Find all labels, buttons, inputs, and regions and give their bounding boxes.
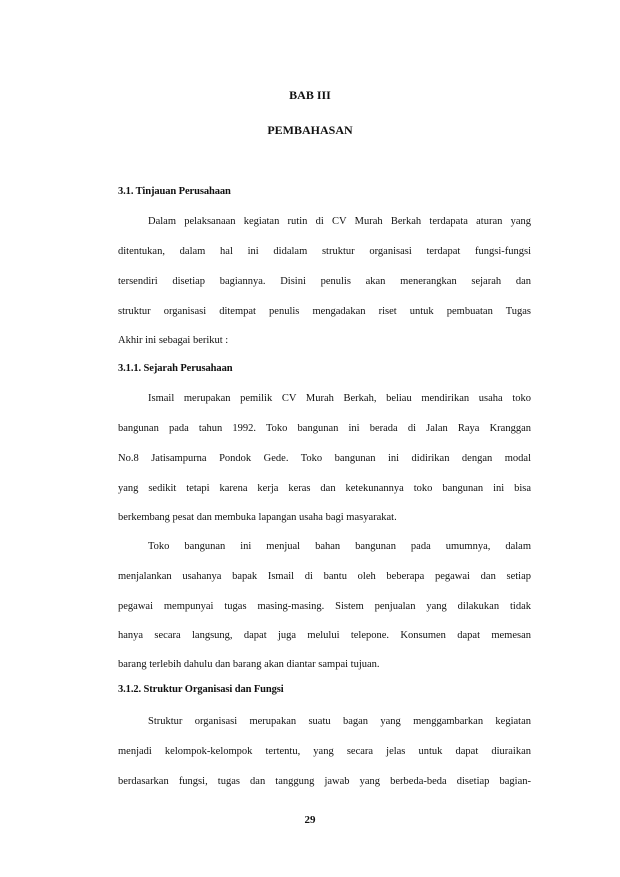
paragraph-line: struktur organisasi ditempat penulis mengadakan riset untuk pembuatan Tugas: [118, 306, 531, 317]
paragraph-line: pegawai mempunyai tugas masing-masing. Sistem penjualan yang dilakukan tidak: [118, 601, 531, 612]
paragraph-line: tersendiri disetiap bagiannya. Disini penulis akan menerangkan sejarah dan: [118, 276, 531, 287]
paragraph-line: hanya secara langsung, dapat juga melului telepone. Konsumen dapat memesan: [118, 630, 531, 641]
paragraph-line: yang sedikit tetapi karena kerja keras dan ketekunannya toko bangunan ini bisa: [118, 483, 531, 494]
section-heading-3-1-1: 3.1.1. Sejarah Perusahaan: [118, 363, 233, 374]
paragraph-line: No.8 Jatisampurna Pondok Gede. Toko bangunan ini didirikan dengan modal: [118, 453, 531, 464]
paragraph-line: Ismail merupakan pemilik CV Murah Berkah, beliau mendirikan usaha toko: [148, 393, 531, 404]
page-number: 29: [304, 814, 316, 826]
paragraph-line: Toko bangunan ini menjual bahan bangunan pada umumnya, dalam: [148, 541, 531, 552]
paragraph-line: berdasarkan fungsi, tugas dan tanggung jawab yang berbeda-beda disetiap bagian-: [118, 776, 531, 787]
chapter-number: BAB III: [289, 88, 331, 102]
section-heading-3-1: 3.1. Tinjauan Perusahaan: [118, 186, 231, 197]
chapter-title: PEMBAHASAN: [267, 123, 353, 137]
section-heading-3-1-2: 3.1.2. Struktur Organisasi dan Fungsi: [118, 684, 284, 695]
paragraph-line: barang terlebih dahulu dan barang akan diantar sampai tujuan.: [118, 659, 380, 670]
paragraph-line: ditentukan, dalam hal ini didalam struktur organisasi terdapat fungsi-fungsi: [118, 246, 531, 257]
paragraph-line: Dalam pelaksanaan kegiatan rutin di CV Murah Berkah terdapata aturan yang: [148, 216, 531, 227]
paragraph-line: Akhir ini sebagai berikut :: [118, 335, 229, 346]
paragraph-line: bangunan pada tahun 1992. Toko bangunan ini berada di Jalan Raya Kranggan: [118, 423, 531, 434]
paragraph-line: menjalankan usahanya bapak Ismail di bantu oleh beberapa pegawai dan setiap: [118, 571, 531, 582]
paragraph-line: berkembang pesat dan membuka lapangan usaha bagi masyarakat.: [118, 512, 397, 523]
paragraph-line: menjadi kelompok-kelompok tertentu, yang secara jelas untuk dapat diuraikan: [118, 746, 531, 757]
paragraph-line: Struktur organisasi merupakan suatu bagan yang menggambarkan kegiatan: [148, 716, 531, 727]
